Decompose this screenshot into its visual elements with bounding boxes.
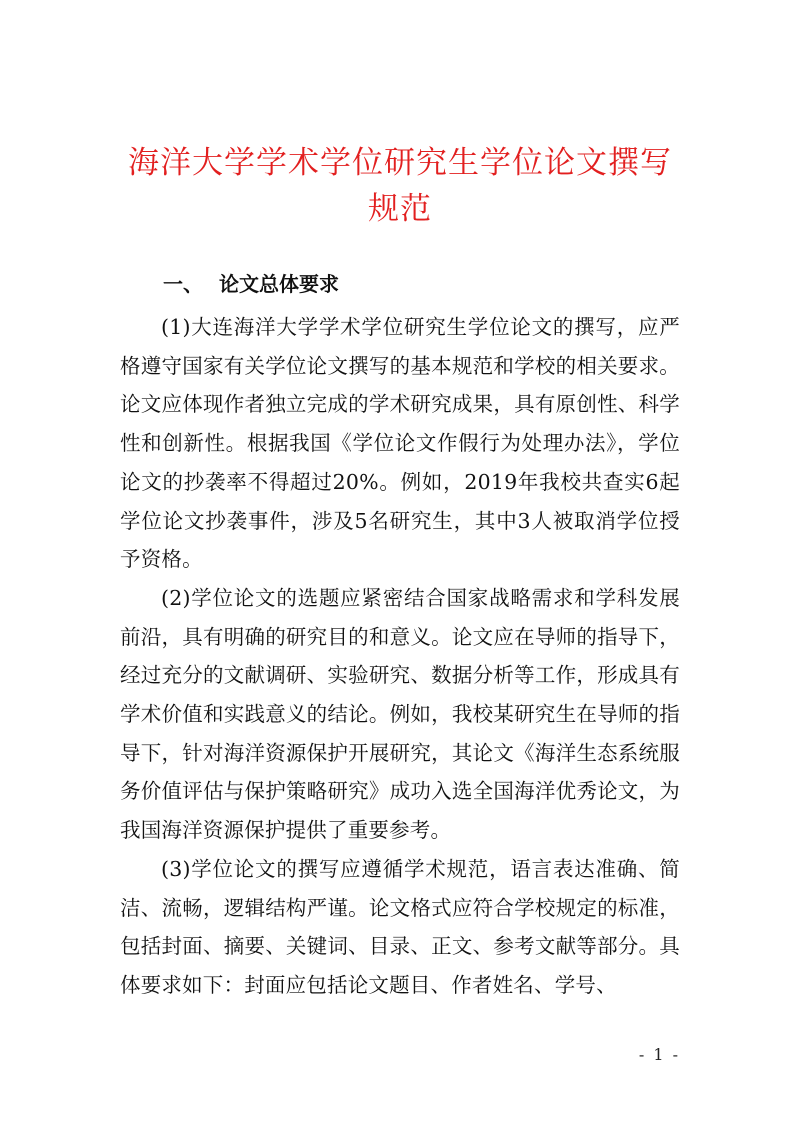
section-number: 一、	[163, 272, 203, 296]
document-body	[120, 308, 680, 1005]
page-number: - 1 -	[638, 1045, 680, 1064]
section-heading-text: 论文总体要求	[219, 272, 339, 296]
paragraph-3: (3)学位论文的撰写应遵循学术规范，语言表达准确、简洁、流畅，逻辑结构严谨。论文格式应符合学校规定的标准，包括封面、摘要、关键词、目录、正文、参考文献等部分。具体要求如下：封面应包括论文题目、作者姓名、学号、	[120, 856, 680, 997]
document-title: 海洋大学学术学位研究生学位论文撰写规范	[128, 145, 672, 227]
section-heading	[163, 268, 339, 300]
paragraph-2: (2)学位论文的选题应紧密结合国家战略需求和学科发展前沿，具有明确的研究目的和意义。论文应在导师的指导下，经过充分的文献调研、实验研究、数据分析等工作，形成具有学术价值和实践意义的结论。例如，我校某研究生在导师的指导下，针对海洋资源保护开展研究，其论文《海洋生态系统服务价值评估与保护策略研究》成功入选全国海洋优秀论文，为我国海洋资源保护提供了重要参考。	[120, 585, 680, 843]
paragraph-1: (1)大连海洋大学学术学位研究生学位论文的撰写，应严格遵守国家有关学位论文撰写的基本规范和学校的相关要求。论文应体现作者独立完成的学术研究成果，具有原创性、科学性和创新性。根据我国《学位论文作假行为处理办法》，学位论文的抄袭率不得超过20%。例如，2019年我校共查实6起学位论文抄袭事件，涉及5名研究生，其中3人被取消学位授予资格。	[120, 315, 680, 572]
